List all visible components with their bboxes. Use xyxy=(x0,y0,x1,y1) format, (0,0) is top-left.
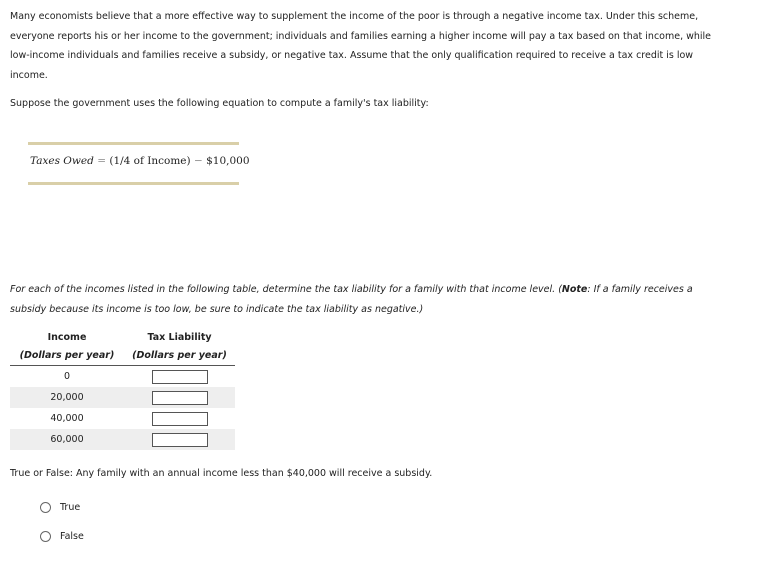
tax-equation xyxy=(30,155,250,167)
tax-liability-input-40000[interactable] xyxy=(152,412,208,426)
instructions-text: subsidy because its income is too low, be sure to indicate the tax liability as negative.) xyxy=(10,303,424,315)
equation-term: (1/4 of Income) xyxy=(109,155,191,167)
intro-line: low-income individuals and families receive a subsidy, or negative tax. Assume that the only qualification required to receive a tax credit is low xyxy=(10,50,694,61)
tax-liability-header: Tax Liability xyxy=(147,332,212,343)
tax-liability-units: (Dollars per year) xyxy=(124,347,235,366)
tax-liability-input-0[interactable] xyxy=(152,370,208,384)
intro-line: Many economists believe that a more effective way to supplement the income of the poor is through a negative income tax. Under this scheme, xyxy=(10,11,699,22)
equation-equals: = xyxy=(97,155,106,167)
option-true-label[interactable]: True xyxy=(60,502,81,513)
option-true[interactable] xyxy=(40,502,80,513)
equation-top-rule xyxy=(28,142,239,145)
option-false[interactable] xyxy=(40,531,84,542)
tax-liability-table xyxy=(10,329,235,450)
table-row xyxy=(10,429,235,450)
equation-lhs: Taxes Owed xyxy=(30,155,94,167)
income-units: (Dollars per year) xyxy=(10,347,124,366)
answer-cell xyxy=(124,387,235,408)
income-cell: 20,000 xyxy=(10,387,124,408)
radio-true[interactable] xyxy=(40,502,51,513)
option-false-label[interactable]: False xyxy=(60,531,84,542)
tax-liability-input-60000[interactable] xyxy=(152,433,208,447)
equation-intro: Suppose the government uses the following equation to compute a family's tax liability: xyxy=(10,98,429,109)
instructions-text: : If a family receives a xyxy=(587,284,693,295)
tax-liability-input-20000[interactable] xyxy=(152,391,208,405)
equation-bottom-rule xyxy=(28,182,239,185)
table-header-row xyxy=(10,329,235,347)
note-label: Note xyxy=(561,284,588,295)
equation-constant: $10,000 xyxy=(206,155,250,167)
intro-line: income. xyxy=(10,69,48,81)
answer-cell xyxy=(124,429,235,450)
table-subheader-row xyxy=(10,347,235,366)
answer-cell xyxy=(124,408,235,429)
table-row xyxy=(10,387,235,408)
income-cell: 0 xyxy=(63,371,71,382)
true-false-question: True or False: Any family with an annual income less than $40,000 will receive a subsidy. xyxy=(10,468,433,479)
instructions-text: For each of the incomes listed in the following table, determine the tax liability for a family with that income level. ( xyxy=(10,284,562,295)
answer-cell xyxy=(124,366,235,388)
income-cell: 60,000 xyxy=(10,429,124,450)
table-instructions xyxy=(10,280,750,319)
income-cell: 40,000 xyxy=(50,413,84,424)
equation-minus: − xyxy=(193,155,203,167)
table-row xyxy=(10,408,235,429)
intro-paragraph xyxy=(10,7,750,85)
income-header: Income xyxy=(47,332,87,343)
table-row xyxy=(10,366,235,388)
radio-false[interactable] xyxy=(40,531,51,542)
intro-line: everyone reports his or her income to the government; individuals and families earning a higher income will pay a tax based on that income, while xyxy=(10,30,712,42)
